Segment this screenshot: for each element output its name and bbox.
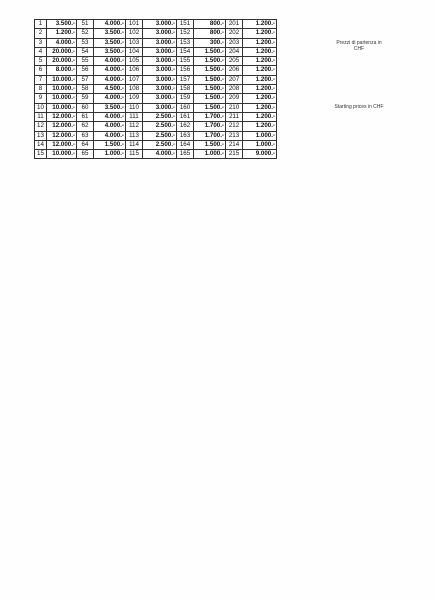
table-row — [35, 85, 277, 94]
lot-price: 1.000.- — [243, 131, 277, 140]
lot-number: 9 — [35, 94, 47, 103]
lot-number: 15 — [35, 150, 47, 159]
lot-price: 4.000.- — [94, 112, 126, 121]
lot-number: 8 — [35, 85, 47, 94]
lot-price: 3.000.- — [143, 29, 177, 38]
lot-number: 57 — [77, 75, 94, 84]
lot-price: 3.000.- — [143, 85, 177, 94]
table-row — [35, 150, 277, 159]
lot-price: 1.200.- — [243, 66, 277, 75]
lot-price: 1.200.- — [243, 38, 277, 47]
lot-number: 163 — [177, 131, 194, 140]
lot-price: 2.500.- — [143, 140, 177, 149]
lot-number: 202 — [226, 29, 243, 38]
table-row — [35, 20, 277, 29]
lot-number: 4 — [35, 47, 47, 56]
lot-price: 10.000.- — [47, 94, 77, 103]
lot-price: 1.500.- — [194, 47, 226, 56]
lot-price: 1.200.- — [243, 29, 277, 38]
lot-number: 11 — [35, 112, 47, 121]
lot-price: 3.500.- — [94, 47, 126, 56]
lot-number: 210 — [226, 103, 243, 112]
lot-number: 14 — [35, 140, 47, 149]
lot-number: 205 — [226, 57, 243, 66]
lot-price: 1.200.- — [243, 112, 277, 121]
lot-price: 4.000.- — [143, 150, 177, 159]
lot-price: 4.000.- — [94, 75, 126, 84]
lot-number: 55 — [77, 57, 94, 66]
lot-price: 4.500.- — [94, 85, 126, 94]
lot-number: 206 — [226, 66, 243, 75]
lot-number: 212 — [226, 122, 243, 131]
lot-price: 1.700.- — [194, 131, 226, 140]
lot-number: 58 — [77, 85, 94, 94]
lot-number: 6 — [35, 66, 47, 75]
lot-number: 59 — [77, 94, 94, 103]
lot-price: 3.000.- — [143, 38, 177, 47]
lot-price: 1.500.- — [194, 94, 226, 103]
lot-number: 7 — [35, 75, 47, 84]
lot-number: 64 — [77, 140, 94, 149]
lot-price: 3.000.- — [143, 66, 177, 75]
lot-price: 3.000.- — [143, 103, 177, 112]
lot-number: 211 — [226, 112, 243, 121]
table-row — [35, 29, 277, 38]
lot-price: 2.500.- — [143, 112, 177, 121]
lot-number: 154 — [177, 47, 194, 56]
lot-price: 3.000.- — [143, 20, 177, 29]
lot-number: 65 — [77, 150, 94, 159]
lot-price: 1.500.- — [194, 85, 226, 94]
lot-price: 1.500.- — [194, 75, 226, 84]
lot-price: 4.000.- — [94, 131, 126, 140]
lot-price: 1.500.- — [94, 140, 126, 149]
lot-number: 157 — [177, 75, 194, 84]
lot-number: 159 — [177, 94, 194, 103]
lot-price: 1.200.- — [243, 47, 277, 56]
lot-number: 115 — [126, 150, 143, 159]
lot-number: 113 — [126, 131, 143, 140]
table-row — [35, 75, 277, 84]
lot-price: 3.500.- — [94, 29, 126, 38]
lot-number: 102 — [126, 29, 143, 38]
lot-number: 158 — [177, 85, 194, 94]
lot-price: 2.500.- — [143, 122, 177, 131]
lot-price: 800.- — [194, 29, 226, 38]
lot-number: 207 — [226, 75, 243, 84]
table-row — [35, 94, 277, 103]
table-row — [35, 57, 277, 66]
lot-number: 10 — [35, 103, 47, 112]
lot-price: 8.000.- — [47, 66, 77, 75]
lot-price: 1.200.- — [47, 29, 77, 38]
table-row — [35, 140, 277, 149]
lot-price: 1.200.- — [243, 20, 277, 29]
lot-number: 108 — [126, 85, 143, 94]
lot-number: 63 — [77, 131, 94, 140]
price-table — [34, 19, 277, 159]
lot-number: 56 — [77, 66, 94, 75]
lot-number: 165 — [177, 150, 194, 159]
table-row — [35, 122, 277, 131]
lot-price: 4.000.- — [94, 94, 126, 103]
lot-number: 152 — [177, 29, 194, 38]
lot-number: 103 — [126, 38, 143, 47]
lot-price: 2.500.- — [143, 131, 177, 140]
lot-price: 1.500.- — [194, 57, 226, 66]
price-sheet — [34, 19, 277, 159]
lot-price: 1.000.- — [243, 140, 277, 149]
lot-price: 1.200.- — [243, 75, 277, 84]
table-row — [35, 38, 277, 47]
lot-price: 12.000.- — [47, 112, 77, 121]
lot-price: 1.200.- — [243, 122, 277, 131]
table-row — [35, 66, 277, 75]
lot-price: 3.000.- — [143, 57, 177, 66]
lot-number: 161 — [177, 112, 194, 121]
lot-price: 4.000.- — [94, 122, 126, 131]
lot-price: 3.000.- — [143, 94, 177, 103]
lot-price: 12.000.- — [47, 122, 77, 131]
lot-number: 106 — [126, 66, 143, 75]
lot-price: 1.500.- — [194, 140, 226, 149]
lot-number: 104 — [126, 47, 143, 56]
lot-number: 213 — [226, 131, 243, 140]
lot-price: 1.500.- — [194, 66, 226, 75]
lot-number: 109 — [126, 94, 143, 103]
lot-number: 107 — [126, 75, 143, 84]
table-row — [35, 112, 277, 121]
lot-number: 105 — [126, 57, 143, 66]
lot-number: 153 — [177, 38, 194, 47]
lot-number: 53 — [77, 38, 94, 47]
lot-price: 4.000.- — [94, 20, 126, 29]
lot-number: 13 — [35, 131, 47, 140]
lot-price: 4.000.- — [94, 57, 126, 66]
lot-price: 1.500.- — [194, 103, 226, 112]
lot-price: 1.200.- — [243, 103, 277, 112]
lot-number: 164 — [177, 140, 194, 149]
lot-number: 162 — [177, 122, 194, 131]
lot-price: 1.700.- — [194, 112, 226, 121]
lot-price: 3.500.- — [94, 38, 126, 47]
lot-price: 3.000.- — [143, 47, 177, 56]
lot-number: 51 — [77, 20, 94, 29]
table-row — [35, 131, 277, 140]
table-row — [35, 47, 277, 56]
lot-price: 12.000.- — [47, 131, 77, 140]
lot-number: 112 — [126, 122, 143, 131]
lot-number: 156 — [177, 66, 194, 75]
lot-price: 12.000.- — [47, 140, 77, 149]
note-prices-chf-english: Starting prices in CHF — [334, 104, 384, 110]
lot-price: 4.000.- — [47, 38, 77, 47]
lot-number: 52 — [77, 29, 94, 38]
lot-number: 101 — [126, 20, 143, 29]
lot-price: 20.000.- — [47, 57, 77, 66]
lot-number: 61 — [77, 112, 94, 121]
lot-price: 1.000.- — [194, 150, 226, 159]
table-row — [35, 103, 277, 112]
lot-number: 114 — [126, 140, 143, 149]
lot-number: 160 — [177, 103, 194, 112]
lot-price: 3.500.- — [94, 103, 126, 112]
lot-number: 110 — [126, 103, 143, 112]
lot-number: 208 — [226, 85, 243, 94]
lot-number: 203 — [226, 38, 243, 47]
lot-price: 4.000.- — [94, 66, 126, 75]
lot-number: 215 — [226, 150, 243, 159]
lot-number: 209 — [226, 94, 243, 103]
lot-number: 3 — [35, 38, 47, 47]
lot-price: 1.700.- — [194, 122, 226, 131]
lot-price: 800.- — [194, 20, 226, 29]
lot-price: 20.000.- — [47, 47, 77, 56]
lot-price: 1.200.- — [243, 57, 277, 66]
lot-price: 1.200.- — [243, 94, 277, 103]
lot-price: 10.000.- — [47, 75, 77, 84]
lot-price: 3.500.- — [47, 20, 77, 29]
lot-number: 54 — [77, 47, 94, 56]
lot-price: 3.000.- — [143, 75, 177, 84]
lot-number: 111 — [126, 112, 143, 121]
lot-number: 214 — [226, 140, 243, 149]
lot-number: 151 — [177, 20, 194, 29]
lot-price: 10.000.- — [47, 103, 77, 112]
lot-price: 10.000.- — [47, 85, 77, 94]
lot-number: 60 — [77, 103, 94, 112]
lot-number: 201 — [226, 20, 243, 29]
lot-price: 1.200.- — [243, 85, 277, 94]
lot-number: 155 — [177, 57, 194, 66]
lot-number: 5 — [35, 57, 47, 66]
lot-number: 2 — [35, 29, 47, 38]
lot-number: 12 — [35, 122, 47, 131]
lot-number: 62 — [77, 122, 94, 131]
lot-price: 300.- — [194, 38, 226, 47]
lot-price: 10.000.- — [47, 150, 77, 159]
lot-number: 204 — [226, 47, 243, 56]
lot-price: 1.000.- — [94, 150, 126, 159]
note-prices-chf-italian: Prezzi di partenza in CHF — [336, 40, 382, 52]
lot-price: 9.000.- — [243, 150, 277, 159]
lot-number: 1 — [35, 20, 47, 29]
